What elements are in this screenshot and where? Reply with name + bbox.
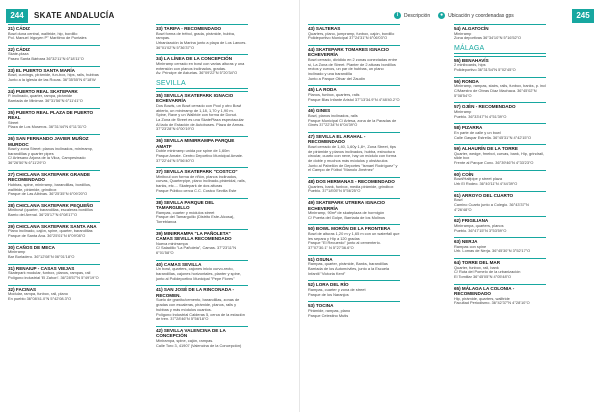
header-region: ANDALUCÍA: [64, 11, 115, 20]
entry-location: Polígono Industrial Calderas 5, cerca de la estación de tren. 37°28'46"N 5°56'18"O: [156, 311, 245, 322]
legend: [394, 12, 522, 19]
entry-description: Skate-plaza: [8, 51, 29, 57]
entry-location: Parque Público cerca C.C. Costco Sevilla Este: [156, 187, 237, 193]
location-pin-icon: ●: [440, 12, 444, 18]
entry-location: C/ Puerta del Golpe, Barriada de los Molinos: [308, 214, 385, 220]
skatepark-entry: [8, 134, 100, 166]
skatepark-entry: [308, 224, 400, 250]
entry-description: Doble minirramp unida por spine de 1,60m: [156, 148, 230, 154]
skatepark-entry: [454, 237, 546, 254]
entry-description: Pirámide, rampas, plano: [308, 307, 351, 313]
skatepark-entry: [156, 167, 248, 193]
entry-title: 30) CAÑOS DE MECA: [8, 243, 100, 251]
entry-description: Skatepark modular, funbox, planos, rampas, rail: [8, 270, 91, 276]
skatepark-entry: [8, 108, 100, 130]
legend-loc: ● Ubicación y coordenadas gps: [440, 12, 514, 19]
entry-title: 60) COÍN: [454, 170, 546, 178]
skatepark-entry: [156, 54, 248, 76]
entry-location: Polideportivo Municipal 37°24'31"N 6°06'03"O: [308, 35, 388, 41]
entry-title: 57) OJÉN - RECOMENDADO: [454, 102, 546, 110]
entry-description: Quarter, funbox, rail, bank: [454, 264, 499, 270]
entry-description: Rampas, cuarter y zona de street: [308, 286, 366, 292]
skatepark-entry: [308, 280, 400, 297]
entries-cadiz: [156, 24, 248, 76]
entry-description: Bowl, curvings, pirámide, fun-box, hips, rails, hubbas: [8, 72, 99, 78]
entry-location: Bar Burladero. 36°12'08"N 06°01'18"O: [8, 253, 75, 259]
entry-description: Dos Bowls, un Bowl cerrado con Pool y otro Bowl abierto, un minirramp de 1,18, 1,70 y 1,90 m.: [156, 102, 242, 113]
right-page: [300, 0, 600, 412]
column-1: [8, 24, 100, 305]
entry-description: Street: [8, 119, 19, 125]
entries-malaga: [454, 56, 546, 306]
skatepark-entry: [8, 285, 100, 302]
skatepark-entry: [454, 284, 546, 306]
entry-location: Pueblo. 37°18'05"N 5°56'25"O: [308, 188, 361, 194]
section-heading: SEVILLA: [156, 80, 248, 89]
skatepark-entry: [8, 264, 100, 281]
skatepark-entry: [308, 106, 400, 128]
entry-title: 29) CHICLANA SKATEPARK SANTA ANA: [8, 222, 100, 230]
entry-description: Suelo de granito/cemento, barandillas, zonas de gradas con escaleras, pirámide, planos, rails y hubbas y más módulos cuantos.: [156, 297, 240, 312]
entry-description: P. inclinado, quarter, rampa, pirámide: [8, 93, 73, 99]
skatepark-entry: [156, 260, 248, 282]
skatepark-entry: [8, 45, 100, 62]
entry-title: 26) SAN FERNANDO JAVIER MUÑOZ MURDOC: [8, 134, 100, 147]
entry-title: 49) SKATEPARK UTRERA IGNACIO ECHEVERRÍA: [308, 198, 400, 211]
skatepark-entry: [454, 56, 546, 73]
entry-location: C/ Saladillo "La Pañoleta", Camas. 37°23'11"N 6°01'58"O: [156, 245, 237, 256]
entry-location: Junto a Parque Olivar del Zaudín: [308, 75, 366, 81]
entry-description: Bowl forma de trébol, grada, pirámide, hubba, rampas.: [156, 30, 235, 41]
entry-location: Av. Príncipe de Asturias. 36°09'22"N 5°20'34"O: [156, 70, 238, 76]
entry-location: 36°01'02"N 5°36'37"O: [156, 44, 195, 50]
page-header: [34, 11, 115, 20]
entry-location: Zona deportivas 36°34'10"N 5°16'52"O: [454, 35, 522, 41]
entry-title: 64) TORRE DEL MAR: [454, 258, 546, 266]
skatepark-entry: [8, 87, 100, 104]
entry-location: Barrio del Arenal. 36°25'17"N 6°08'17"O: [8, 212, 78, 218]
entry-location: Urb. Lomas de Nerja. 36°45'30"N 3°52'17"O: [454, 248, 531, 254]
skatepark-entry: [308, 132, 400, 173]
skatepark-entry: [454, 123, 546, 140]
entry-location: Urbanización la Marina junto a playa de Los Lances.: [156, 39, 247, 45]
skatepark-entry: [156, 24, 248, 50]
entry-description: Rampas, quarter, pirámide, Banks, barandillas: [308, 261, 388, 267]
skatepark-entry: [8, 170, 100, 197]
entry-location: Junto a la iglesia de las Rocas. 36°35'55"N 6°18'W: [8, 77, 96, 83]
entry-location: junto al Polideportivo Municipal "Pepe Flores": [156, 275, 235, 281]
entry-location: La Zona de Street es una SkatePlaza espectacular: [156, 117, 244, 123]
entry-location: Calle Gaspar Estrella. 36°45'31"N 4°42'15"O: [454, 134, 531, 140]
entry-location: C/ Ruta del Pomelo de la urbanización: [454, 269, 521, 275]
entries-sevilla: [156, 91, 248, 348]
entry-description: Minirampa, spine, cajón, rampas.: [156, 337, 214, 343]
skatepark-entry: [308, 177, 400, 194]
entry-description: Minibowl (quarter, barandillas, escaleras bordillos: [8, 207, 93, 213]
entry-location: Parque de los Naranjos: [308, 291, 349, 297]
entry-title: 62) FRIGILIANA: [454, 216, 546, 224]
entry-description: Bowl duna central, walltride, hip, bordillo: [8, 30, 78, 36]
entry-location: Pol. Manuel Irigoyen P° Marítimo de Puntales: [8, 35, 87, 41]
skatepark-entry: [8, 243, 100, 260]
entry-location: Parque Municipal C/ Artesa, zona de la Paradas de Ginés 37°22'34"N 6°04'39"O: [308, 117, 397, 128]
entry-description: Planos, funbox, quarters, rails: [308, 91, 360, 97]
skatepark-entry: [454, 170, 546, 187]
entry-description: Miniboul con forma de riñón, planos inclinados, curvas, Quarterpipe, plano inclinado-pirámidal, rails, banks, etc.... Skatepark de dos alturas: [156, 173, 246, 189]
entry-description: Bowl cerrado, dividido en 2 zonas conectadas entre sí, La Zona de Street. Planter de 2 alturas bordillos rectos y curvos, un par de hubbas, un plano inclinado y una barandilla: [308, 56, 398, 77]
entry-title: 54) ALGATOCÍN: [454, 24, 546, 32]
entry-description: Hip, pirámide, quarters, walltride: [454, 295, 510, 301]
entry-title: 65) MÁLAGA LA COLONIA - RECOMENDADO: [454, 284, 546, 297]
entry-title: 63) NERJA: [454, 237, 546, 245]
entry-title: 50) BOWL MORÓN DE LA FRONTERA: [308, 224, 400, 232]
entry-description: Bowl: [454, 197, 463, 203]
skatepark-entry: [454, 24, 546, 41]
skatepark-entry: [454, 144, 546, 166]
entry-description: 2 miniboards, hips: [454, 62, 486, 68]
entry-description: Quarters, bank, funbox, media pirámide, grindbox: [308, 183, 394, 189]
section-heading: MÁLAGA: [454, 45, 546, 54]
entry-location: Parque de Santa Ana. 36°25'01"N 6°09'08"O: [8, 233, 86, 239]
entry-location: Pueblo. 36°33'47"N 4°51'39"O: [454, 113, 507, 119]
entry-description: Rampas, cuarter y módulos street: [156, 209, 215, 215]
entry-title: 52) LORA DEL RÍO: [308, 280, 400, 288]
entry-location: Al lado de Estación de Autobuses. Plaza de Armas.: [156, 121, 245, 127]
skatepark-entry: [156, 136, 248, 163]
entry-title: 37) SEVILLA SKATEPARK "COSTCO": [156, 167, 248, 175]
entry-title: 35) SEVILLA SKATEPARK IGNACIO ECHEVARRÍA: [156, 91, 248, 104]
entry-title: 44) SKATEPARK TOMARES IGNACIO ECHEVERRÍA: [308, 45, 400, 58]
entry-description: Bowl cerrado de 1,40, 1,60y 1,8+, Zona Street, tips de pirámide y planos inclinados, hubba, estructura circular, cuarto con neve, hay un módulo con forma de doble y muchos más módulos y obstáculos: [308, 143, 397, 164]
column-2: [156, 24, 248, 352]
skatepark-entry: [8, 24, 100, 41]
skatepark-entry: [156, 198, 248, 225]
entry-location: Urb El Rodeo. 36°40'11"N 4°44'39"O: [454, 181, 518, 187]
entry-title: 31) RENAIUP - CASAS VIEJAS: [8, 264, 100, 272]
entry-title: 48) DOS HERMANAS - RECOMENDADO: [308, 177, 400, 185]
entry-description: Modular, rampa, funbox, rail, plano: [8, 291, 68, 297]
skatepark-entry: [308, 301, 400, 318]
entry-location: En pueblo 36°08'41.0"N 5°42'08.3"O: [8, 295, 72, 301]
skatepark-entry: [156, 326, 248, 348]
entry-location: Barriada de Minimar. 36°31'56"N 6°11'41"O: [8, 97, 83, 103]
entry-title: 40) CAMAS SEVILLA: [156, 260, 248, 268]
entry-title: 51) OSUNA: [308, 255, 400, 263]
skatepark-entry: [308, 85, 400, 102]
entry-location: Barriada de los Automóviles, junto a la Escuela Infantil "Victoria Kent": [308, 265, 390, 276]
entry-location: Plaza de Los Museros. 36°31'44"N 6°11'31"O: [8, 124, 87, 130]
skatepark-entry: [454, 77, 546, 99]
entry-location: C/ Artesano Arjona de la Vilca, Campesinado 36°26'50"N 6°11'29"O: [8, 155, 86, 166]
entries-sevilla-end: [454, 24, 546, 41]
entry-description: Quarters, plano, jumpramp, funbox, cajón, bordillo: [308, 30, 395, 36]
entry-title: 23) EL PUERTO SANTA MARÍA: [8, 66, 100, 74]
skatepark-entry: [8, 222, 100, 239]
entry-title: 43) SALTERAS: [308, 24, 400, 32]
entry-title: 34) LA LÍNEA DE LA CONCEPCIÓN: [156, 54, 248, 62]
entry-location: Pueblo. 36°47'15"N 3°53'59"O: [454, 227, 507, 233]
skatepark-entry: [454, 216, 546, 233]
skatepark-entry: [308, 198, 400, 220]
entry-title: 58) PIZARRA: [454, 123, 546, 131]
header-prefix: SKATE: [34, 11, 63, 20]
entry-location: Parque de Las Albinas. 36°25'35"N 6°09'20"O: [8, 191, 88, 197]
entry-title: 45) LA RODA: [308, 85, 400, 93]
entry-location: Junto al Pabellón de Deportes "Ismael Rodríguez" y el Campo de Fútbol "Manolo Jiménez": [308, 162, 398, 173]
entry-description: En parte de calle y un bowl: [454, 129, 501, 135]
entry-description: Quarter, wedge, fmebot, curvas, bank, Hip, grindrail, slide box: [454, 150, 544, 161]
skatepark-entry: [454, 191, 546, 213]
entry-location: Facultad Periodismo. 36°42'37"N 4°28'10"O: [454, 300, 530, 306]
entry-location: Paseo Santa Bárbara 36°32'11"N 6°18'11"O: [8, 56, 84, 62]
entry-title: 61) ARROYO DEL CUARTO: [454, 191, 546, 199]
entry-location: 37°22'44"N 5°56'40"O: [156, 157, 195, 163]
column-4: [454, 24, 546, 310]
entry-location: Parque Celestino Mutis: [308, 312, 349, 318]
description-icon: i: [394, 12, 401, 19]
entry-title: 46) GINES: [308, 106, 400, 114]
entry-title: 27) CHICLANA SKATEPARK GRANDE RECOMENDADO: [8, 170, 100, 183]
entry-title: 33) TARIFA - RECOMENDADO: [156, 24, 248, 32]
entry-description: Minirramp: [454, 108, 472, 114]
entry-location: Frente al Parque Conc. 36°39'46"N 4°33'23"O: [454, 160, 534, 166]
entry-title: 47) SEVILLA EL ARAHAL - RECOMENDADO: [308, 132, 400, 145]
skatepark-entry: [156, 229, 248, 256]
page-number: 244: [6, 9, 28, 23]
page-number: 245: [572, 9, 594, 23]
entry-description: Minirramp, rampas, stairs, rails, funbox, banks, p. incl: [454, 83, 546, 89]
entry-title: 25) PUERTO REAL PLAZA DE PUERTO REAL: [8, 108, 100, 121]
entry-description: Minirramp: [454, 30, 472, 36]
skatepark-entry: [8, 66, 100, 83]
entry-title: 53) TOCINA: [308, 301, 400, 309]
entry-location: Calle Toro 3, 41907 (Valencina de la Concepción): [156, 342, 242, 348]
legend-desc: i Descripción: [394, 12, 430, 19]
entry-description: Bowl de alturas 1,20 m y 1,65 m con un waterfall que les separa y Hip a 120 gradas: [308, 230, 400, 241]
entry-title: 36) SEVILLA MINIRRAMPA PARQUE AMATF: [156, 136, 248, 149]
entry-location: 37°23'28"N 6°00'19"O: [156, 126, 195, 132]
entry-description: Minirramp cerrado en bowl con varias alturas y una extensión con planos inclinados, gradas.: [156, 60, 245, 71]
skatepark-entry: [308, 24, 400, 41]
entry-title: 39) MINIRRAMPA "LA PAÑOLETA" CAMAS SEVILLA RECOMENDADO: [156, 229, 248, 242]
entry-title: 32) FACINAS: [8, 285, 100, 293]
entry-title: 56) RONDA: [454, 77, 546, 85]
entry-title: 24) PUERTO REAL SKATEPARK: [8, 87, 100, 95]
entry-description: Minirrampa, quarters, planos: [454, 222, 504, 228]
entry-description: Bowl, planos inclinados, rails: [308, 112, 358, 118]
entry-location: Spine, Rave y un Wallride con forma de Donut.: [156, 112, 237, 118]
skatepark-entry: [8, 201, 100, 218]
entry-title: 22) CÁDIZ: [8, 45, 100, 53]
skatepark-entry: [156, 91, 248, 132]
entry-title: 41) SAN JOSÉ DE LA RINCONADA - RECOMEN.: [156, 285, 248, 298]
entry-title: 28) CHICLANA SKATEPARK PEQUEÑO: [8, 201, 100, 209]
skatepark-entry: [308, 255, 400, 277]
entry-location: Parque Blas Infante Aristol 37°13'34.9"N 4°48'40.2"O: [308, 96, 400, 102]
entry-location: Parque Amate. Centro Deportivo Municipal Amate.: [156, 152, 243, 158]
skatepark-entry: [454, 258, 546, 280]
entry-location: Polígono industrial 'El Zahorí'. 36°28'57"N 5°49'19"O: [8, 274, 99, 280]
entry-description: Minirramp, 90m² de skateplaza de hormigón: [308, 210, 385, 216]
entry-description: Un bowl, quarters, cajones inicio curvo-recto, barandillas, cajones horizontales, planter y spine,: [156, 266, 241, 276]
entry-description: Bowl y zona Street: planos inclinados, minirramp, barandillas y quarter pipes: [8, 146, 93, 156]
entry-location: Polideportivo 36°31'54"N 5°02'45"O: [454, 67, 516, 73]
skatepark-entry: [308, 45, 400, 82]
entry-title: 38) SEVILLA PARQUE DEL TAMARGUILLO: [156, 198, 248, 211]
entry-title: 21) CÁDIZ: [8, 24, 100, 32]
skatepark-entry: [454, 102, 546, 119]
entry-location: Parque "El Recuerdo" junto al cementerio. 37°07'30.1" N 5°27'36.6"O: [308, 240, 381, 251]
entry-description: Plano inclinado, cajón, spine, quarter, barandillas: [8, 228, 93, 234]
entry-title: 42) SEVILLA VALENCINA DE LA CONCEPCIÓN: [156, 326, 248, 339]
entry-title: 59) ALHAURÍN DE LA TORRE: [454, 144, 546, 152]
column-3: [308, 24, 400, 322]
entry-description: Minirramp: [8, 249, 26, 255]
skatepark-entry: [156, 285, 248, 322]
entry-description: Bowl/Halfpipe y street plaza: [454, 176, 503, 182]
entry-location: El Tomillar 36°45'05"N 4°05'48"O: [454, 274, 512, 280]
entry-title: 55) BENAHAVÍS: [454, 56, 546, 64]
entry-location: Camino Cuarto junto a Colegio. 36°43'37"N 4°26'48"O: [454, 201, 529, 212]
entry-description: Rampas con spine: [454, 243, 487, 249]
entry-description: Nueva minirrampa: [156, 240, 188, 246]
entry-description: Hubbas, spine, minirramp, barandillas, bordillos, walltride, pirámide, grindbox: [8, 181, 92, 192]
entry-location: C/Maestro de Obras Díaz Machaca. 36°45'02"N 5°08'54"O: [454, 88, 537, 98]
entry-location: Parque del Tamarguillo (Distrito Este-Alcosa), Torreblanca: [156, 214, 235, 224]
